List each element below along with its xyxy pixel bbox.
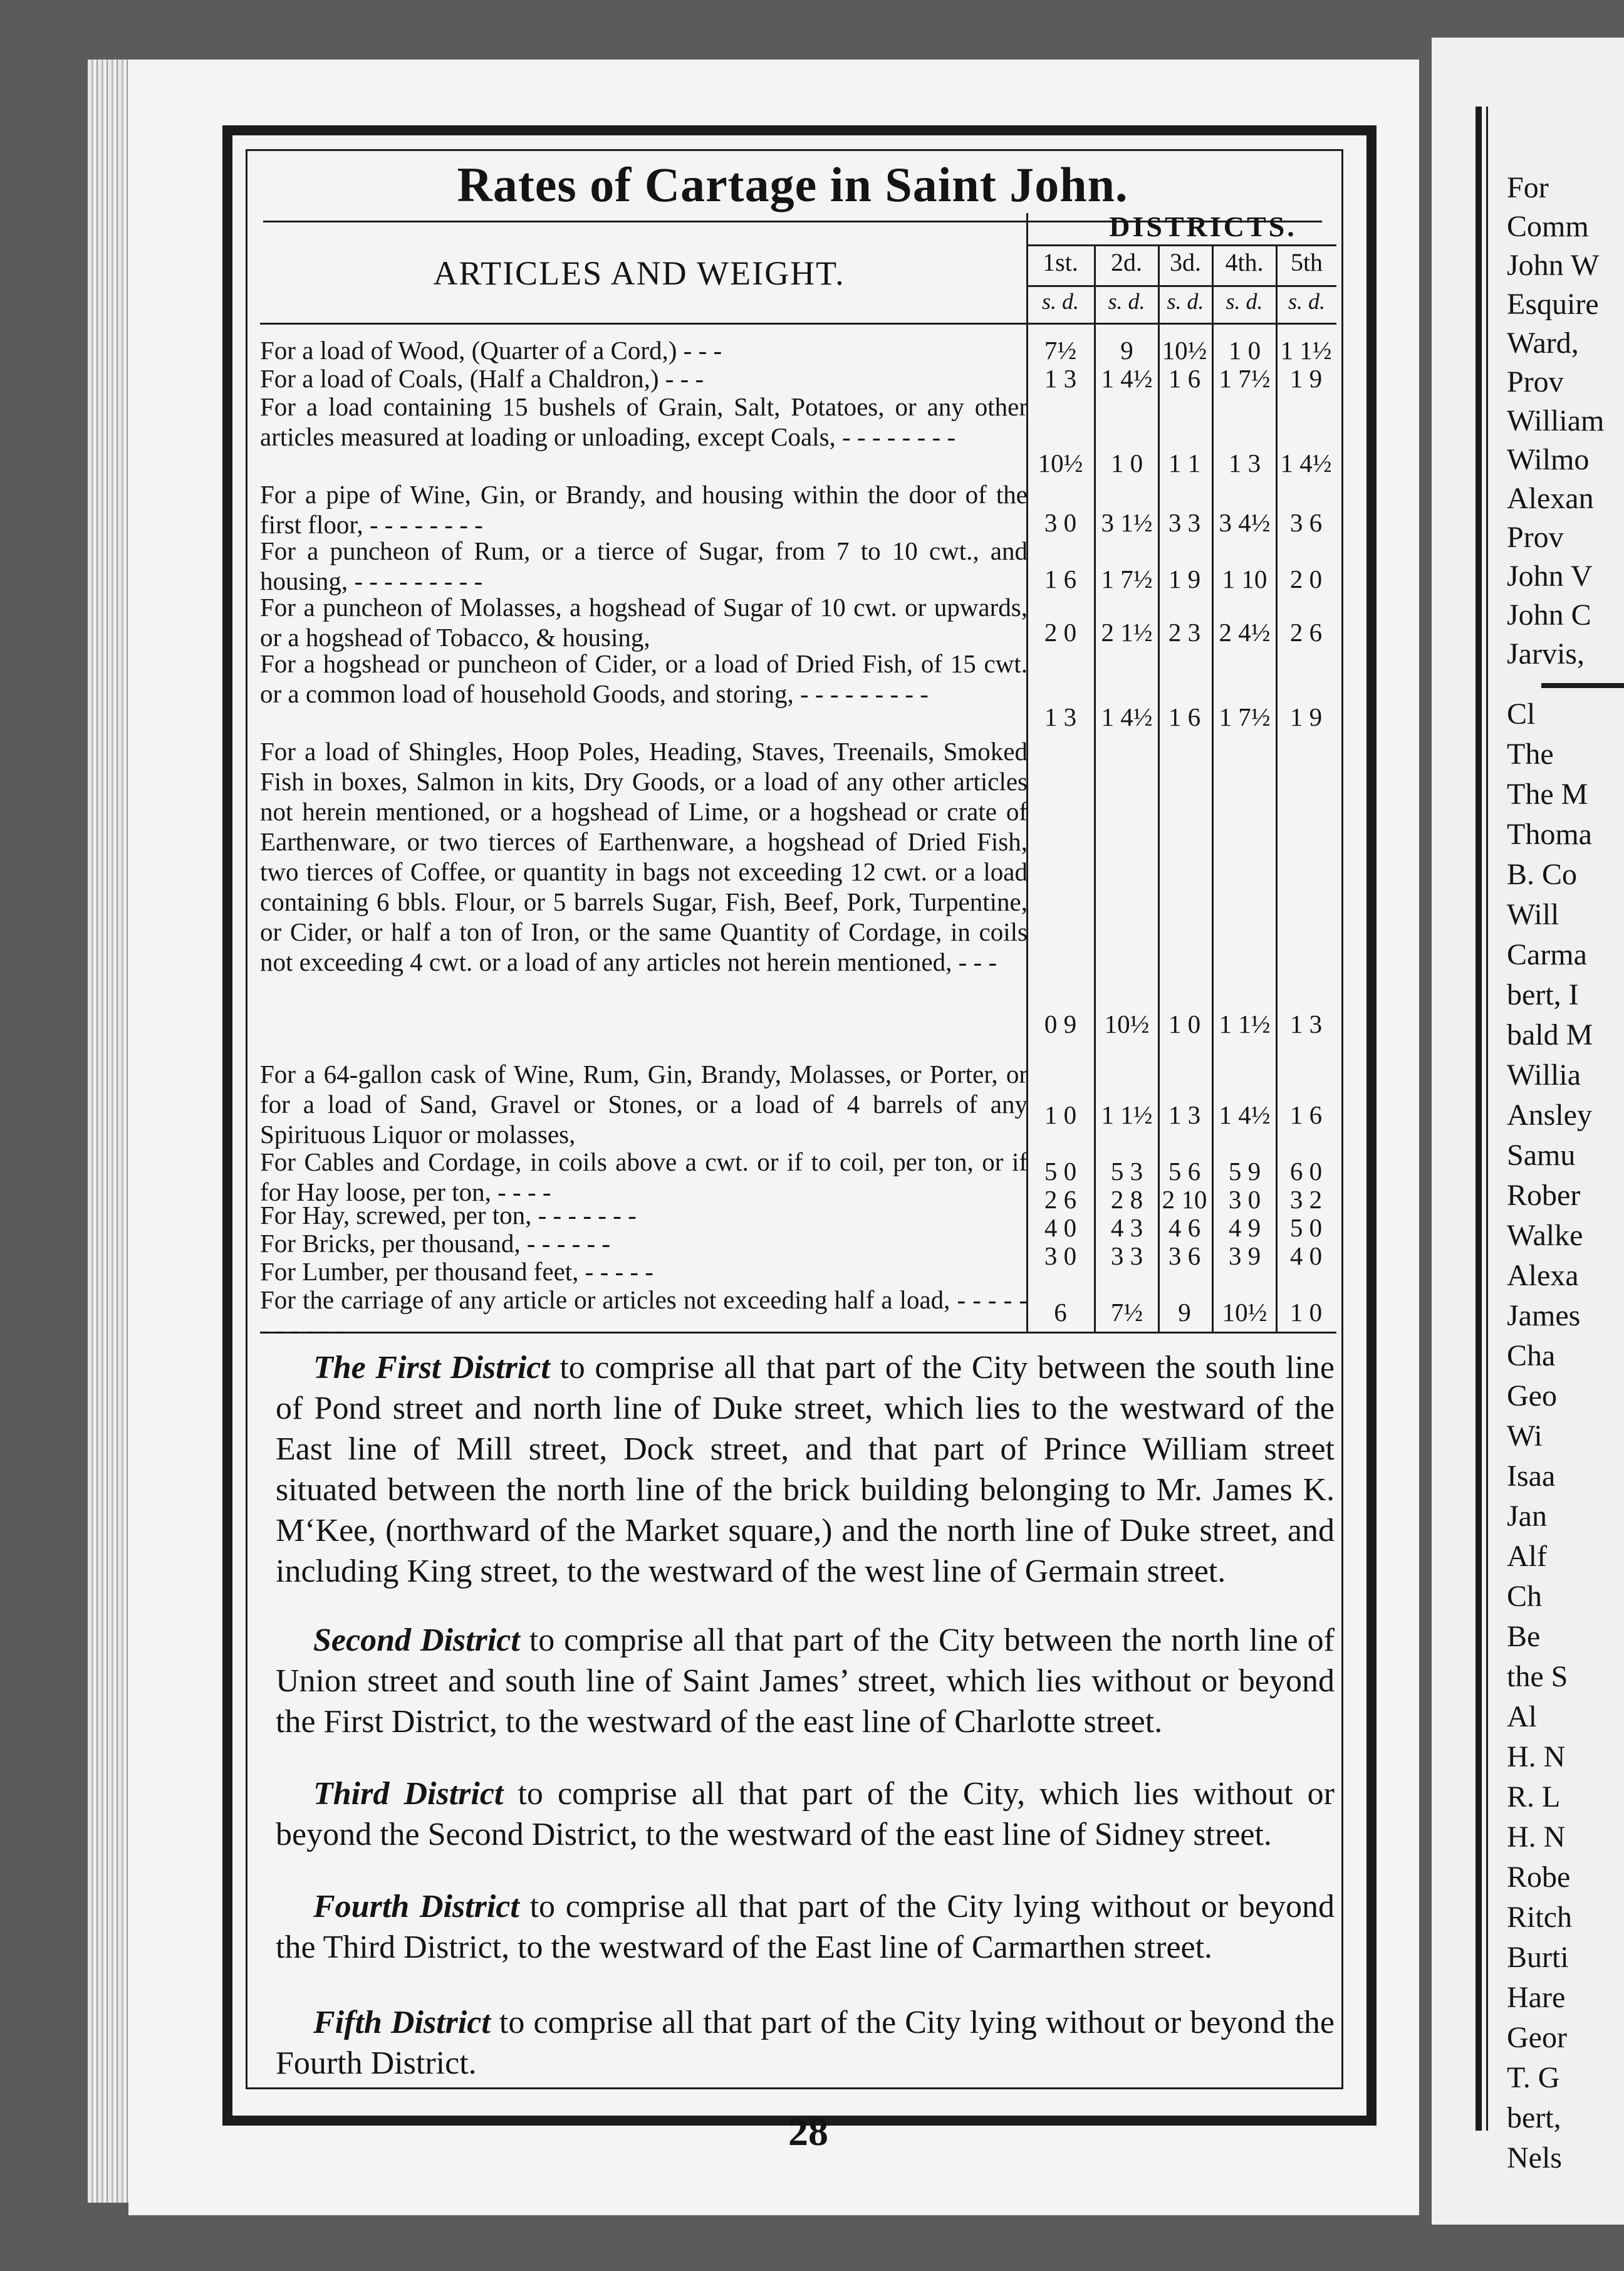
table-row-description: For a load of Shingles, Hoop Poles, Heading, Staves, Treenails, Smoked Fish in boxes, Salmon in kits, Dry Goods, or a load of any other articles not herein mentioned, or a hogshead of Lime, or a hogshead or crate of Earthenware, or two tierces of Earthenware, a hogshead of Dried Fish, two tierces of Coffee, or quantity in bags not exceeding 12 cwt. or a load containing 6 bbls. Flour, or 5 barrels Sugar, Fish, Beef, Pork, Turpentine, or Cider, or half a ton of Iron, or the same Quantity of Cordage, in coils not exceeding 4 cwt. or a load of any articles not herein mentioned, - - -	[260, 737, 1028, 976]
table-row-description: For a load of Wood, (Quarter of a Cord,) - - -	[260, 336, 722, 365]
unit-label: s. d.	[1108, 289, 1145, 314]
table-cell: 1 4½	[1280, 449, 1332, 478]
table-row-description: For Bricks, per thousand, - - - - - -	[260, 1229, 611, 1258]
table-cell: 5 0	[1044, 1157, 1077, 1186]
page-title: Rates of Cartage in Saint John.	[457, 157, 1128, 212]
district-name: Fifth District	[313, 2005, 491, 2040]
right-page-fragment: John W	[1507, 249, 1600, 282]
table-cell: 1 4½	[1101, 364, 1153, 393]
table-cell: 1 6	[1044, 565, 1077, 593]
table-cell: 2 0	[1044, 618, 1077, 647]
districts-rule	[1026, 244, 1336, 246]
unit-label: s. d.	[1041, 289, 1079, 314]
table-row-description: For a 64-gallon cask of Wine, Rum, Gin, Brandy, Molasses, or Porter, or for a load of Sand, Gravel or Stones, or a load of 4 barrels of any Spirituous Liquor or molasses,	[260, 1060, 1028, 1149]
table-row-description: For Hay, screwed, per ton, - - - - - - -	[260, 1201, 637, 1229]
district-paragraph-first	[276, 1347, 1335, 1592]
table-cell: 4 0	[1044, 1213, 1077, 1242]
district-name: Third District	[313, 1776, 504, 1812]
right-page-fragment: Burti	[1507, 1941, 1569, 1974]
table-cell: 2 6	[1289, 618, 1323, 647]
district-text: to comprise all that part of the City between the north line of Union street and south line of Saint James’ street, which lies without or beyond the First District, to the westward of the east line of Charlotte street.	[276, 1622, 1335, 1740]
table-cell: 1 1½	[1219, 1010, 1271, 1038]
column-header-5th: 5th	[1290, 248, 1323, 276]
right-page-fragment: Robe	[1507, 1861, 1571, 1894]
right-page-fragment: Jarvis,	[1507, 637, 1585, 671]
table-cell: 2 4½	[1219, 618, 1271, 647]
table-cell: 1 3	[1044, 702, 1077, 731]
right-page-fragment: the S	[1507, 1660, 1568, 1693]
table-row-description: For a pipe of Wine, Gin, or Brandy, and housing within the door of the first floor, - - - - - - - -	[260, 480, 1028, 539]
right-page-fragment: bert,	[1507, 2101, 1561, 2134]
right-page-rule	[1541, 683, 1624, 688]
table-cell: 10½	[1222, 1298, 1267, 1327]
table-cell: 1 0	[1110, 449, 1143, 478]
right-page-fragment: H. N	[1507, 1740, 1566, 1773]
table-cell: 1 3	[1289, 1010, 1323, 1038]
district-paragraph-second	[276, 1620, 1335, 1742]
table-cell: 3 2	[1289, 1185, 1323, 1214]
unit-label: s. d.	[1226, 289, 1263, 314]
table-row-description: For a puncheon of Rum, or a tierce of Sugar, from 7 to 10 cwt., and housing, - - - - - - - - -	[260, 536, 1028, 595]
right-page-fragment: Isaa	[1507, 1459, 1556, 1493]
right-page-fragment: Geo	[1507, 1379, 1557, 1412]
table-cell: 3 3	[1168, 508, 1201, 537]
district-text: to comprise all that part of the City, which lies without or beyond the Second District, to the westward of the east line of Sidney street.	[276, 1776, 1335, 1852]
right-page-fragment: The	[1507, 738, 1554, 771]
table-cell: 1 1	[1168, 449, 1201, 478]
right-page-fragment: Be	[1507, 1620, 1541, 1653]
table-cell: 10½	[1104, 1010, 1150, 1038]
table-cell: 3 6	[1168, 1241, 1201, 1270]
right-page-fragment: The M	[1507, 778, 1588, 811]
table-cell: 3 9	[1228, 1241, 1261, 1270]
table-cell: 2 8	[1110, 1185, 1143, 1214]
right-page-fragment: Prov	[1507, 521, 1564, 554]
right-page-fragment: Cha	[1507, 1339, 1556, 1372]
right-page-fragment: Will	[1507, 898, 1559, 931]
table-cell: 1 3	[1044, 364, 1077, 393]
right-page-fragment: Comm	[1507, 210, 1589, 243]
table-cell: 2 10	[1162, 1185, 1207, 1214]
table-cell: 10½	[1038, 449, 1083, 478]
column-header-2d: 2d.	[1111, 248, 1142, 276]
header-bottom-rule	[260, 323, 1336, 325]
right-page-fragment: Alexan	[1507, 482, 1594, 515]
right-page-fragment: Alexa	[1507, 1259, 1579, 1292]
table-cell: 3 0	[1228, 1185, 1261, 1214]
right-page-fragment: T. G	[1507, 2061, 1560, 2094]
right-page-fragment: William	[1507, 404, 1605, 437]
table-cell: 5 6	[1168, 1157, 1201, 1186]
district-name: Second District	[313, 1622, 520, 1658]
table-cell: 1 3	[1228, 449, 1261, 478]
table-cell: 2 0	[1289, 565, 1323, 593]
table-cell: 5 0	[1289, 1213, 1323, 1242]
district-name: Fourth District	[313, 1889, 519, 1924]
table-cell: 1 0	[1289, 1298, 1323, 1327]
table-cell: 1 0	[1168, 1010, 1201, 1038]
table-cell: 7½	[1110, 1298, 1143, 1327]
table-cell: 1 0	[1044, 1100, 1077, 1129]
table-row-description: For a load of Coals, (Half a Chaldron,) - - -	[260, 364, 704, 393]
table-cell: 7½	[1044, 336, 1077, 365]
table-cell: 1 1½	[1101, 1100, 1153, 1129]
table-cell: 2 1½	[1101, 618, 1153, 647]
table-cell: 1 10	[1222, 565, 1267, 593]
right-page-fragment: Cl	[1507, 697, 1536, 731]
table-cell: 3 4½	[1219, 508, 1271, 537]
table-row-description: For Lumber, per thousand feet, - - - - -	[260, 1257, 653, 1286]
table-cell: 5 3	[1110, 1157, 1143, 1186]
unit-label: s. d.	[1167, 289, 1204, 314]
table-cell: 5 9	[1228, 1157, 1261, 1186]
table-cell: 9	[1120, 336, 1133, 365]
right-page-fragment: Al	[1507, 1700, 1537, 1733]
right-page-fragment: Ansley	[1507, 1099, 1592, 1132]
table-cell: 1 4½	[1101, 702, 1153, 731]
table-cell: 1 9	[1168, 565, 1201, 593]
right-page-fragment: For	[1507, 171, 1549, 204]
right-page-fragment: Samu	[1507, 1139, 1576, 1172]
right-page-fragment: Esquire	[1507, 288, 1599, 321]
right-page-fragment: Carma	[1507, 938, 1587, 971]
table-cell: 4 3	[1110, 1213, 1143, 1242]
right-page-fragment: Jan	[1507, 1500, 1547, 1533]
right-page-fragment: Wilmo	[1507, 443, 1590, 476]
table-row-description: For Cables and Cordage, in coils above a cwt. or if to coil, per ton, or if for Hay loose, per ton, - - - -	[260, 1147, 1028, 1206]
table-cell: 6 0	[1289, 1157, 1323, 1186]
table-cell: 4 6	[1168, 1213, 1201, 1242]
unit-label: s. d.	[1288, 289, 1325, 314]
table-cell: 1 1½	[1280, 336, 1332, 365]
table-cell: 1 3	[1168, 1100, 1201, 1129]
table-cell: 1 7½	[1101, 565, 1153, 593]
district-paragraph-fourth	[276, 1886, 1335, 1968]
district-paragraph-fifth	[276, 2002, 1335, 2084]
right-page-fragment: Ward,	[1507, 326, 1579, 360]
right-page-fragment: Geor	[1507, 2021, 1567, 2054]
table-cell: 3 1½	[1101, 508, 1153, 537]
table-cell: 0 9	[1044, 1010, 1077, 1038]
right-page-fragment: John C	[1507, 598, 1591, 632]
table-cell: 3 0	[1044, 508, 1077, 537]
right-page-fragment: Ritch	[1507, 1901, 1572, 1934]
table-cell: 1 6	[1168, 364, 1201, 393]
right-page-fragment: B. Co	[1507, 858, 1578, 891]
right-page-border-inner	[1486, 107, 1488, 2131]
table-row-description: For a puncheon of Molasses, a hogshead of Sugar of 10 cwt. or upwards, or a hogshead of Tobacco, & housing,	[260, 593, 1028, 652]
right-page-fragment: bert, I	[1507, 978, 1579, 1011]
table-cell: 2 3	[1168, 618, 1201, 647]
right-page-fragment: Wi	[1507, 1419, 1543, 1453]
right-page-fragment: James	[1507, 1299, 1581, 1332]
table-cell: 3 3	[1110, 1241, 1143, 1270]
right-page-fragment: Walke	[1507, 1219, 1583, 1252]
table-cell: 1 6	[1168, 702, 1201, 731]
table-cell: 4 9	[1228, 1213, 1261, 1242]
table-cell: 1 9	[1289, 702, 1323, 731]
right-page-fragment: Hare	[1507, 1981, 1566, 2014]
table-cell: 9	[1178, 1298, 1191, 1327]
right-page-fragment: John V	[1507, 560, 1593, 593]
page-number: 28	[788, 2109, 828, 2154]
table-cell: 1 9	[1289, 364, 1323, 393]
table-cell: 6	[1054, 1298, 1067, 1327]
table-cell: 1 6	[1289, 1100, 1323, 1129]
header-rule	[1026, 285, 1336, 287]
right-page-fragment: bald M	[1507, 1018, 1593, 1052]
table-cell: 3 6	[1289, 508, 1323, 537]
table-cell: 4 0	[1289, 1241, 1323, 1270]
column-header-3d: 3d.	[1170, 248, 1201, 276]
right-page-fragment: Prov	[1507, 365, 1564, 399]
table-cell: 1 7½	[1219, 364, 1271, 393]
table-row-description: For a load containing 15 bushels of Grain, Salt, Potatoes, or any other articles measured at loading or unloading, except Coals, - - - - - - - -	[260, 392, 1028, 451]
table-row-description: For a hogshead or puncheon of Cider, or a load of Dried Fish, of 15 cwt. or a common load of household Goods, and storing, - - - - - - - - -	[260, 649, 1028, 708]
district-text: to comprise all that part of the City between the south line of Pond street and north line of Duke street, which lies to the westward of the East line of Mill street, Dock street, and that part of Prince William street situated between the north line of the brick building belonging to Mr. James K. M‘Kee, (northward of the Market square,) and the north line of Duke street, and including King street, to the westward of the west line of Germain street.	[276, 1350, 1335, 1589]
table-cell: 1 4½	[1219, 1100, 1271, 1129]
district-name: The First District	[313, 1350, 550, 1386]
district-paragraph-third	[276, 1773, 1335, 1855]
table-row-description: For the carriage of any article or articles not exceeding half a load, - - - - - - - - - - -	[260, 1285, 1028, 1344]
table-cell: 3 0	[1044, 1241, 1077, 1270]
right-page-border	[1476, 107, 1482, 2131]
right-page-fragment: Willia	[1507, 1058, 1581, 1092]
table-cell: 1 7½	[1219, 702, 1271, 731]
articles-header: ARTICLES AND WEIGHT.	[433, 254, 845, 292]
district-text: to comprise all that part of the City lying without or beyond the Third District, to the westward of the East line of Carmarthen street.	[276, 1889, 1335, 1965]
right-page-fragment: Alf	[1507, 1540, 1547, 1573]
district-text: to comprise all that part of the City lying without or beyond the Fourth District.	[276, 2005, 1335, 2081]
districts-label: DISTRICTS.	[1109, 211, 1297, 243]
column-header-1st: 1st.	[1043, 248, 1078, 276]
right-page-fragment: Rober	[1507, 1179, 1581, 1212]
right-page-fragment: Thoma	[1507, 818, 1592, 851]
right-page-fragment: R. L	[1507, 1780, 1561, 1814]
right-page-fragment: Nels	[1507, 2141, 1562, 2174]
column-header-4th: 4th.	[1225, 248, 1264, 276]
right-page-fragment: Ch	[1507, 1580, 1543, 1613]
right-page-fragment: H. N	[1507, 1820, 1566, 1854]
table-cell: 2 6	[1044, 1185, 1077, 1214]
table-cell: 10½	[1162, 336, 1207, 365]
table-cell: 1 0	[1228, 336, 1261, 365]
